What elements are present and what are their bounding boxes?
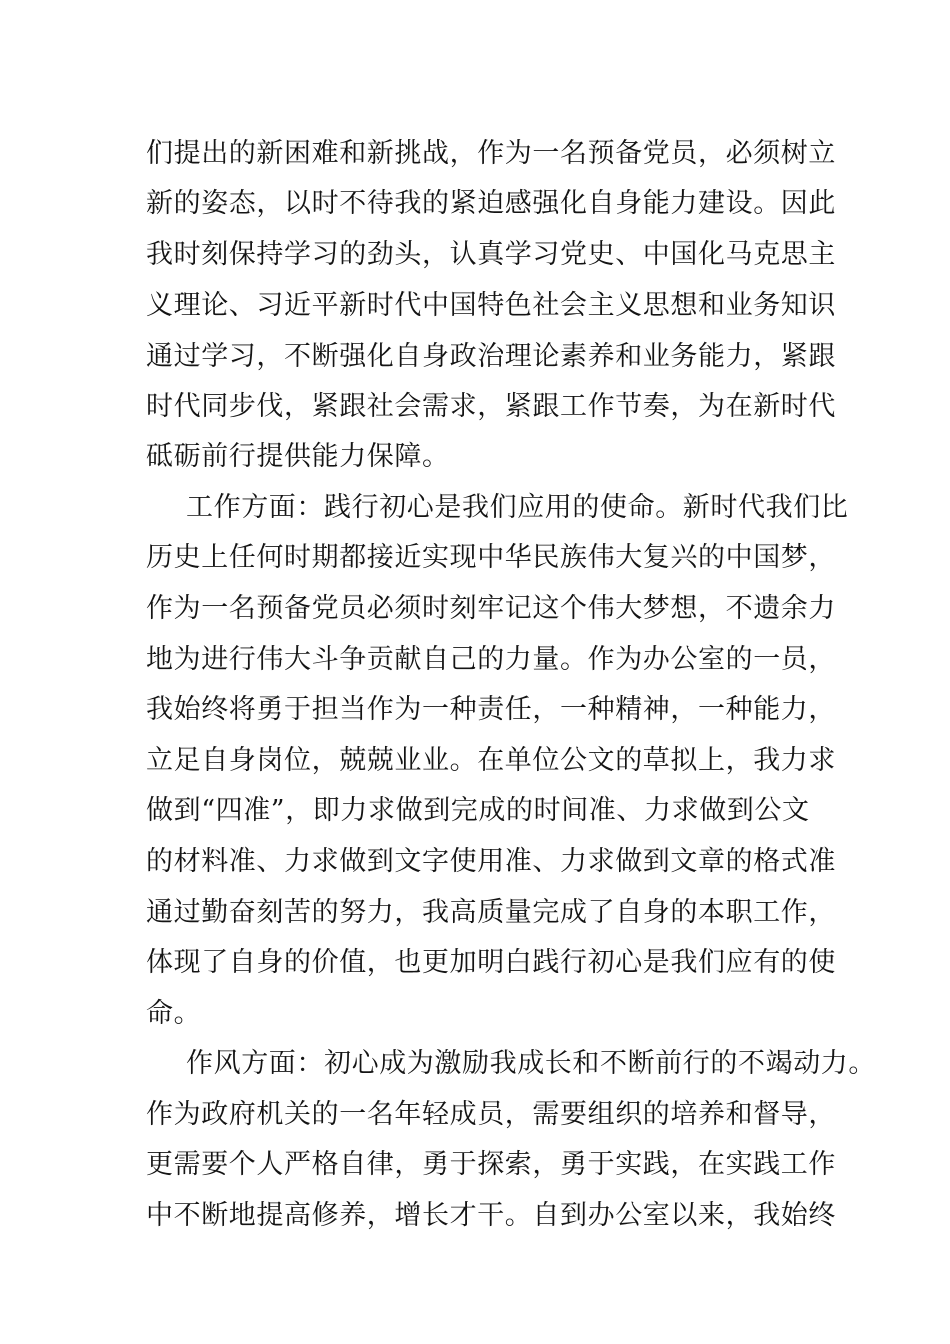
text-line: 义理论、习近平新时代中国特色社会主义思想和业务知识 [146, 290, 836, 321]
text-line: 立足自身岗位，兢兢业业。在单位公文的草拟上，我力求 [146, 745, 836, 776]
text-line: 地为进行伟大斗争贡献自己的力量。作为办公室的一员， [146, 644, 836, 675]
text-line: 命。 [146, 998, 202, 1029]
text-line: 砥砺前行提供能力保障。 [146, 441, 450, 472]
text-line: 们提出的新困难和新挑战，作为一名预备党员，必须树立 [146, 138, 836, 169]
text-line: 中不断地提高修养，增长才干。自到办公室以来，我始终 [146, 1200, 836, 1231]
paragraph-style-first-line: 作风方面：初心成为激励我成长和不断前行的不竭动力。 [186, 1048, 876, 1079]
text-line: 我时刻保持学习的劲头，认真学习党史、中国化马克思主 [146, 239, 836, 270]
paragraph-work-first-line: 工作方面：践行初心是我们应用的使命。新时代我们比 [186, 492, 849, 523]
text-line: 历史上任何时期都接近实现中华民族伟大复兴的中国梦， [146, 542, 836, 573]
text-line: 作为政府机关的一名年轻成员，需要组织的培养和督导， [146, 1099, 836, 1130]
text-line: 更需要个人严格自律，勇于探索，勇于实践，在实践工作 [146, 1149, 836, 1180]
text-line: 新的姿态，以时不待我的紧迫感强化自身能力建设。因此 [146, 188, 836, 219]
text-line: 时代同步伐，紧跟社会需求，紧跟工作节奏，为在新时代 [146, 391, 836, 422]
text-line: 通过勤奋刻苦的努力，我高质量完成了自身的本职工作， [146, 897, 836, 928]
text-line: 做到“四准”，即力求做到完成的时间准、力求做到公文 [146, 795, 810, 826]
text-line: 我始终将勇于担当作为一种责任，一种精神，一种能力， [146, 694, 836, 725]
text-line: 体现了自身的价值，也更加明白践行初心是我们应有的使 [146, 947, 836, 978]
text-line: 的材料准、力求做到文字使用准、力求做到文章的格式准 [146, 846, 836, 877]
text-line: 作为一名预备党员必须时刻牢记这个伟大梦想，不遗余力 [146, 593, 836, 624]
text-line: 通过学习，不断强化自身政治理论素养和业务能力，紧跟 [146, 341, 836, 372]
